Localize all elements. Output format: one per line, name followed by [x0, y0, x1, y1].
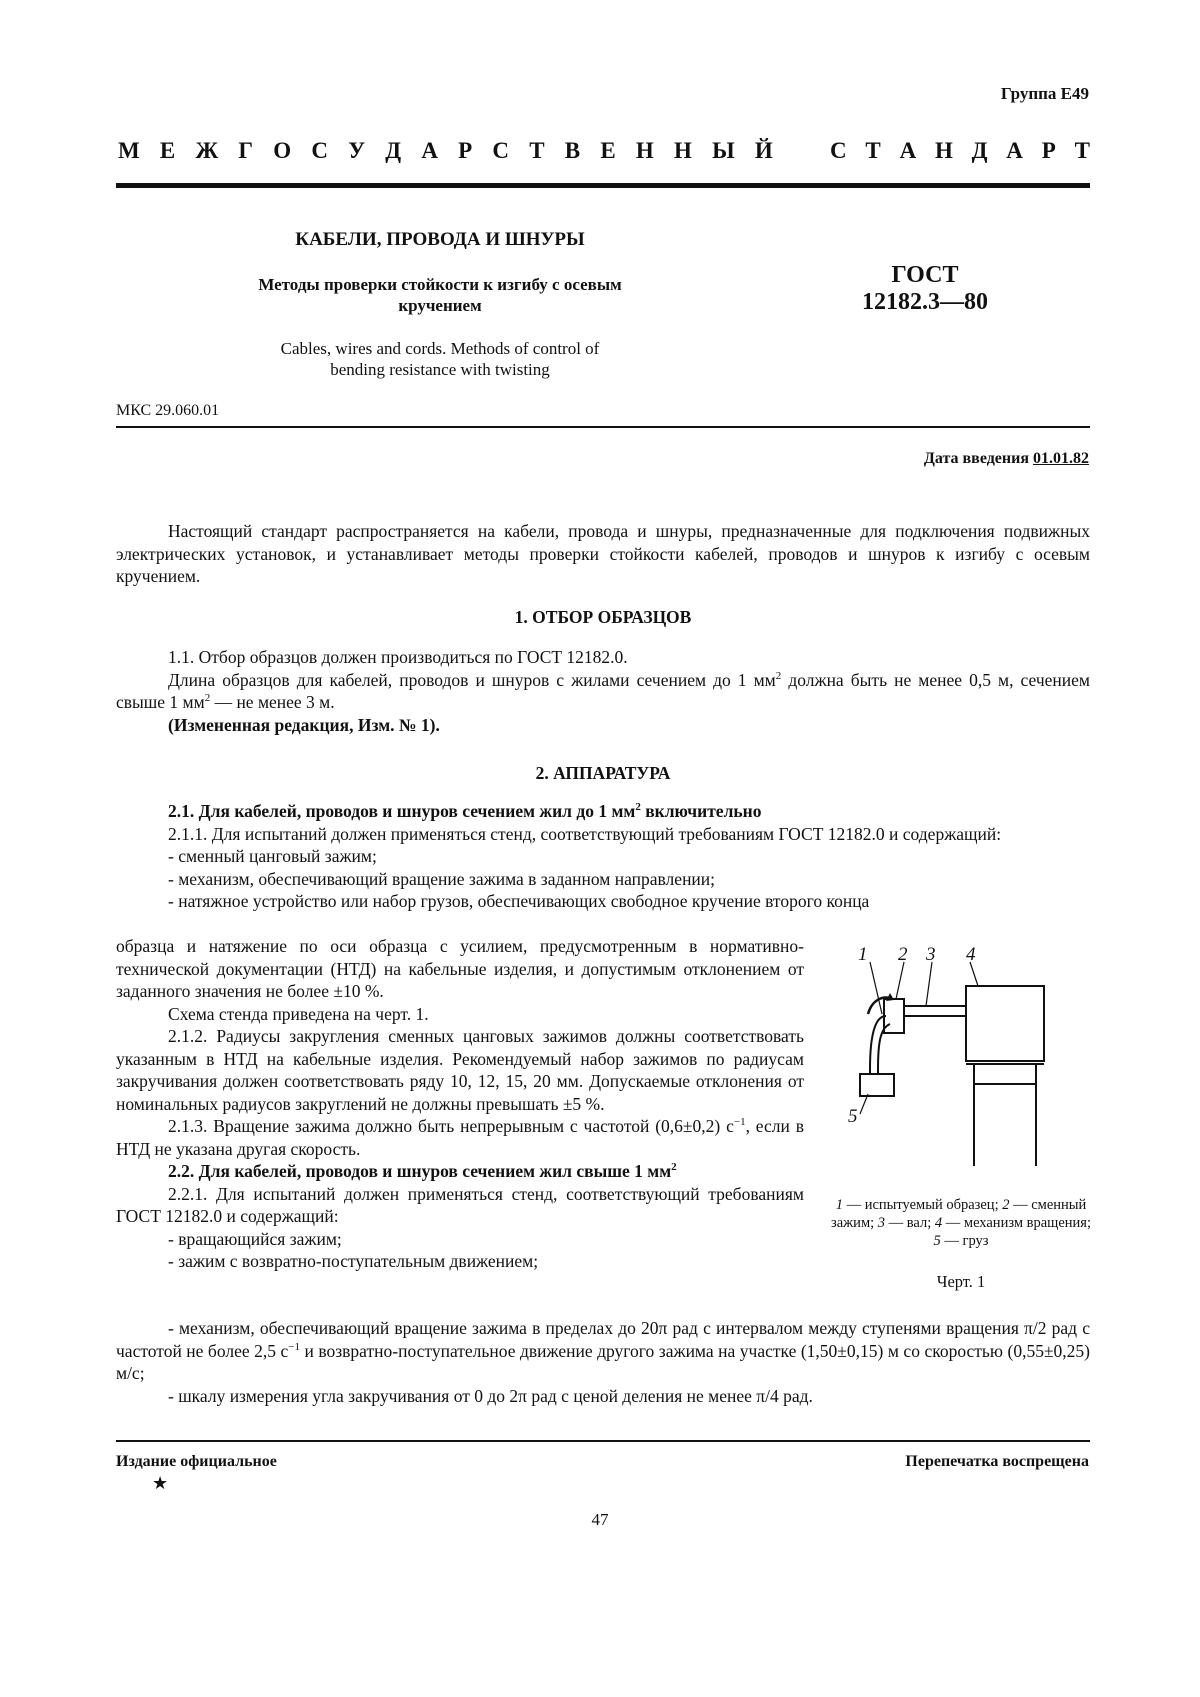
official-edition-note: Издание официальное: [116, 1453, 277, 1470]
star-icon: ★: [152, 1473, 169, 1493]
document-subtitle: [180, 274, 700, 316]
sup-mm2-a: 2: [775, 669, 782, 682]
subtitle-line1: Методы проверки стойкости к изгибу с осевым: [258, 275, 622, 294]
clause-2-1-3: [116, 1115, 804, 1160]
intro-block: [116, 520, 1090, 588]
clause-1-1-length: [116, 669, 1090, 714]
leader-line: [926, 962, 932, 1006]
english-title: [180, 338, 700, 380]
length-text-b: должна быть не менее 0,5 м, сечением свыше 1 мм: [116, 669, 1090, 712]
clause-2-1-3-text-b: , если в НТД не указана другая скорость.: [116, 1116, 804, 1159]
heading-letter: В: [564, 138, 581, 163]
clause-2-2-1: 2.2.1. Для испытаний должен применяться стенд, соответствующий требованиям ГОСТ 12182.0 и содержащий:: [116, 1183, 804, 1226]
length-text-a: Длина образцов для кабелей, проводов и шнуров с жилами сечением до 1 мм: [168, 669, 776, 690]
caption-n2: 2: [1002, 1197, 1010, 1213]
standard-type-word2: [830, 138, 1090, 164]
section-1-title: 1. ОТБОР ОБРАЗЦОВ: [514, 607, 692, 627]
section-1: [116, 606, 1090, 629]
gost-designation: [830, 262, 1020, 316]
heading-letter: Н: [934, 138, 953, 163]
heading-letter: Т: [529, 138, 545, 163]
heading-letter: Й: [754, 138, 773, 163]
clause-2-2-text: 2.2. Для кабелей, проводов и шнуров сечением жил свыше 1 мм: [168, 1161, 672, 1181]
heading-letter: Е: [159, 138, 176, 163]
sup-minus-one: −1: [733, 1116, 746, 1129]
caption-n5: 5: [933, 1233, 941, 1249]
intro-paragraph: Настоящий стандарт распространяется на кабели, провода и шнуры, предназначенные для подключения подвижных электрических установок, и устанавливает методы проверки стойкости кабелей, проводов и шнуров к изгибу с осевым кручением.: [116, 521, 1090, 586]
figure-label-2: 2: [898, 944, 908, 965]
footer-rule: [116, 1440, 1090, 1442]
list-item-mechanism: [116, 1317, 1090, 1385]
list-item: - вращающийся зажим;: [168, 1228, 342, 1249]
gost-label: ГОСТ: [891, 262, 959, 288]
heading-letter: Д: [385, 138, 402, 163]
section-2-title: 2. АППАРАТУРА: [535, 763, 671, 783]
figure-label-1: 1: [858, 944, 868, 965]
heading-letter: Г: [238, 138, 254, 163]
heading-letter: А: [899, 138, 917, 163]
rotation-mechanism-box: [966, 986, 1044, 1061]
figure-caption: [830, 1196, 1092, 1250]
heading-letter: Р: [458, 138, 473, 163]
heading-letter: О: [273, 138, 292, 163]
date-value: 01.01.82: [1033, 450, 1089, 467]
heading-letter: Ж: [195, 138, 219, 163]
section-2: [116, 762, 1090, 785]
clause-2-1-1-continued: образца и натяжение по оси образца с усилием, предусмотренным в нормативно-технической документации (НТД) на кабельные изделия, и допустимым отклонением от заданного значения не более ±10 %.: [116, 936, 804, 1001]
caption-n1: 1: [835, 1197, 843, 1213]
clause-2-2-heading: [116, 1160, 804, 1183]
section-2-body-top: [116, 800, 1090, 913]
header-rule: [116, 183, 1090, 188]
section-2-body-bottom: [116, 1317, 1090, 1407]
mks-code: МКС 29.060.01: [116, 402, 220, 419]
caption-t3: — вал;: [885, 1215, 935, 1231]
heading-letter: Е: [600, 138, 616, 163]
caption-t4: — механизм вращения;: [942, 1215, 1091, 1231]
clause-1-1: 1.1. Отбор образцов должен производиться по ГОСТ 12182.0.: [168, 647, 628, 667]
figure-label-3: 3: [926, 944, 936, 965]
leader-line: [896, 962, 904, 999]
heading-letter: Т: [1074, 138, 1090, 163]
reprint-prohibited-note: Перепечатка воспрещена: [905, 1453, 1089, 1470]
heading-letter: А: [1006, 138, 1023, 163]
clause-2-1-heading: [116, 800, 1090, 823]
scheme-reference: Схема стенда приведена на черт. 1.: [168, 1003, 429, 1024]
leader-line: [970, 962, 978, 986]
length-text-c: — не менее 3 м.: [210, 692, 335, 712]
clause-2-1-1: 2.1.1. Для испытаний должен применяться стенд, соответствующий требованиям ГОСТ 12182.0 и содержащий:: [168, 823, 1002, 844]
heading-letter: С: [492, 138, 510, 163]
standard-type-heading: [118, 138, 1090, 164]
heading-letter: Р: [1041, 138, 1056, 163]
list-item: - зажим с возвратно-поступательным движением;: [168, 1251, 539, 1271]
mechanism-text-a: - механизм, обеспечивающий вращение зажима в пределах до 20π рад с интервалом между ступенями вращения π/2 рад с частотой не более 2,5 с: [116, 1318, 1090, 1361]
section-1-body: [116, 646, 1090, 736]
clause-2-1-3-text-a: 2.1.3. Вращение зажима должно быть непрерывным с частотой (0,6±0,2) с: [168, 1116, 734, 1136]
introduction-date: [924, 450, 1089, 468]
mechanism-text-b: и возвратно-поступательное движение другого зажима на участке (1,50±0,15) м со скоростью (0,55±0,25) м/с;: [116, 1340, 1090, 1383]
test-stand-diagram: [846, 944, 1086, 1184]
sup-minus-one-b: −1: [288, 1340, 300, 1353]
subtitle-line2: кручением: [398, 296, 482, 315]
heading-letter: С: [311, 138, 328, 163]
list-item: - механизм, обеспечивающий вращение зажима в заданном направлении;: [168, 868, 716, 889]
caption-t1: — испытуемый образец;: [842, 1197, 1003, 1213]
caption-t2: — сменный зажим;: [831, 1197, 1087, 1231]
standard-type-word1: [118, 138, 773, 164]
group-code: Группа Е49: [1000, 84, 1089, 103]
english-title-line1: Cables, wires and cords. Methods of control of: [280, 339, 600, 358]
heading-letter: М: [118, 138, 140, 163]
clause-2-1-text-a: 2.1. Для кабелей, проводов и шнуров сечением жил до 1 мм: [168, 801, 636, 821]
clause-2-1-2: 2.1.2. Радиусы закругления сменных цанговых зажимов должны соответствовать указанным в НТД на кабельные изделия. Рекомендуемый набор зажимов по радиусам закручивания должен соответствовать ряду 10, 12, 15, 20 мм. Допускаемые отклонения от номинальных радиусов закруглений не должны превышать ±5 %.: [116, 1026, 804, 1114]
page-number: 47: [591, 1510, 609, 1529]
sup-mm2-d: 2: [671, 1161, 677, 1174]
heading-letter: Н: [673, 138, 692, 163]
heading-letter: А: [421, 138, 438, 163]
weight-box: [860, 1074, 894, 1096]
mks-rule: [116, 426, 1090, 428]
heading-letter: С: [830, 138, 847, 163]
heading-letter: Д: [971, 138, 988, 163]
figure-number: Черт. 1: [936, 1272, 986, 1291]
amendment-note: (Измененная редакция, Изм. № 1).: [168, 714, 440, 735]
document-title: КАБЕЛИ, ПРОВОДА И ШНУРЫ: [295, 229, 585, 250]
clamp-box: [884, 999, 904, 1033]
date-label: Дата введения: [923, 450, 1029, 467]
caption-t5: — груз: [940, 1233, 989, 1249]
section-2-body-narrow: [116, 935, 804, 1273]
caption-n4: 4: [934, 1215, 943, 1231]
heading-letter: Ы: [712, 138, 735, 163]
list-item-scale: - шкалу измерения угла закручивания от 0 до 2π рад с ценой деления не менее π/4 рад.: [168, 1385, 813, 1406]
figure-label-4: 4: [966, 944, 976, 965]
heading-letter: Н: [635, 138, 654, 163]
list-item: - сменный цанговый зажим;: [168, 846, 377, 866]
sup-mm2-c: 2: [635, 801, 641, 814]
list-item: - натяжное устройство или набор грузов, обеспечивающих свободное кручение второго конца: [168, 891, 870, 911]
english-title-line2: bending resistance with twisting: [330, 360, 550, 379]
gost-number: 12182.3—80: [862, 289, 988, 315]
caption-n3: 3: [877, 1215, 886, 1231]
sup-mm2-b: 2: [204, 692, 211, 705]
figure-label-5: 5: [848, 1106, 858, 1127]
heading-letter: Т: [865, 138, 881, 163]
heading-letter: У: [348, 138, 366, 163]
clause-2-1-text-b: включительно: [640, 801, 762, 821]
